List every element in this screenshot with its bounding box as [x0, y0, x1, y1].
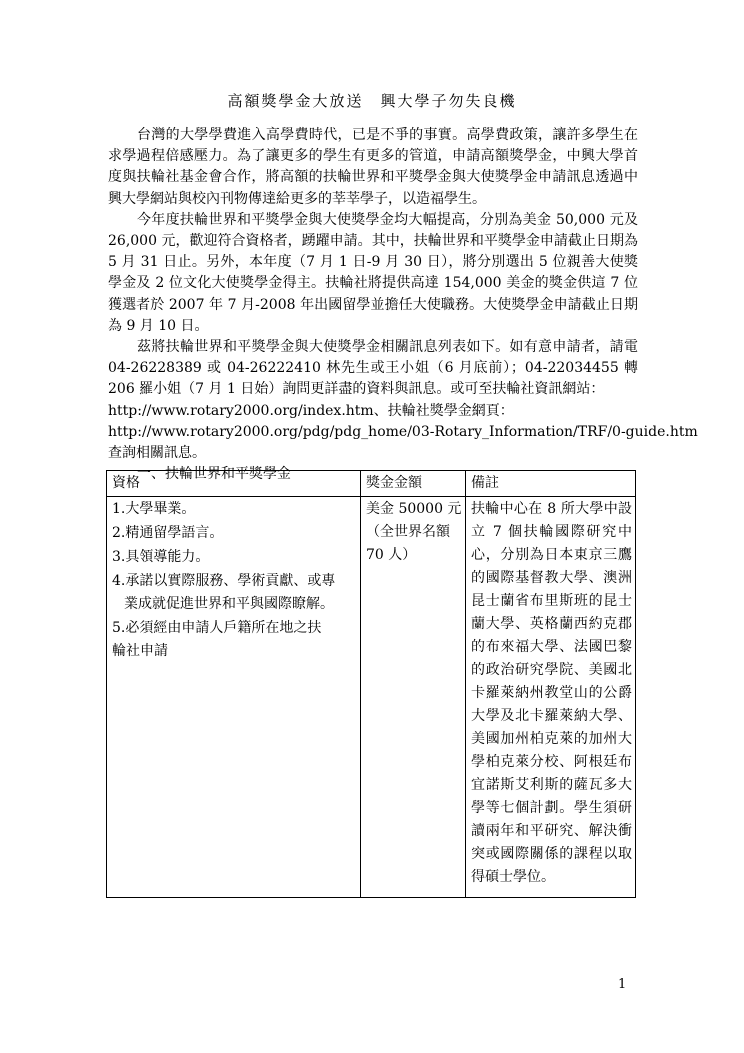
article-body	[108, 125, 698, 485]
header-notes: 備註	[466, 471, 636, 497]
paragraph-1: 台灣的大學學費進入高學費時代，已是不爭的事實。高學費政策，讓許多學生在求學過程倍感壓力。為了讓更多的學生有更多的管道，申請高額獎學金，中興大學首度與扶輪社基金會合作，將高額的扶輪世界和平獎學金與大使獎學金申請訊息透過中興大學網站與校內刊物傳達給更多的莘莘學子，以造福學生。	[108, 127, 638, 207]
link-line-1: http://www.rotary2000.org/index.htm、扶輪社獎學金網頁：	[108, 402, 514, 419]
qualification-text: 4.承諾以實際服務、學術貢獻、或專	[112, 573, 336, 589]
qualification-text: 2.精通留學語言。	[112, 525, 224, 541]
qualification-text: 1.大學畢業。	[112, 501, 196, 517]
qualification-item-4	[112, 570, 357, 616]
qualification-item-1	[112, 498, 357, 521]
qualification-text: 3.具領導能力。	[112, 549, 210, 565]
header-qualification: 資格	[107, 471, 361, 497]
header-amount: 獎金金額	[361, 471, 466, 497]
link-line-2: http://www.rotary2000.org/pdg/pdg_home/03-Rotary_Information/TRF/0-guide.htm	[108, 423, 698, 440]
page-number: 1	[618, 977, 627, 992]
link-line-3: 查詢相關訊息。	[108, 445, 206, 462]
qualification-text: 5.必須經由申請人戶籍所在地之扶	[112, 620, 322, 636]
table-header-row	[107, 471, 636, 497]
qualification-text-continued: 輪社申請	[112, 643, 168, 659]
qualification-item-3	[112, 546, 357, 569]
qualification-item-2	[112, 522, 357, 545]
qualification-text-continued: 業成就促進世界和平與國際瞭解。	[124, 596, 334, 612]
notes-cell: 扶輪中心在 8 所大學中設立 7 個扶輪國際研究中心，分別為日本東京三鷹的國際基督教大學、澳洲昆士蘭省布里斯班的昆士蘭大學、英格蘭西約克郡的布來福大學、法國巴黎的政治研究學院、美國北卡羅萊納州教堂山的公爵大學及北卡羅萊納大學、美國加州柏克萊的加州大學柏克萊分校、阿根廷布宜諾斯艾利斯的薩瓦多大學等七個計劃。學生須研讀兩年和平研究、解決衝突或國際關係的課程以取得碩士學位。	[466, 497, 636, 898]
scholarship-table	[106, 470, 636, 898]
section-heading: 一、扶輪世界和平獎學金	[137, 466, 291, 483]
paragraph-3: 茲將扶輪世界和平獎學金與大使獎學金相關訊息列表如下。如有意申請者，請電 04-26228389 或 04-26222410 林先生或王小姐（6 月底前）；04-22034455 轉 206 羅小姐（7 月 1 日始）詢問更詳盡的資料與訊息。或可至扶輪社資訊網站：	[108, 339, 638, 398]
qualification-cell	[107, 497, 361, 898]
amount-cell: 美金 50000 元（全世界名額 70 人）	[361, 497, 466, 898]
paragraph-2: 今年度扶輪世界和平獎學金與大使獎學金均大幅提高，分別為美金 50,000 元及 26,000 元，歡迎符合資格者，踴躍申請。其中，扶輪世界和平獎學金申請截止日期為 5 月 31 日止。另外，本年度（7 月 1 日-9 月 30 日），將分別選出 5 位親善大使獎學金及 2 位文化大使獎學金得主。扶輪社將提供高達 154,000 美金的獎金供這 7 位獲選者於 2007 年 7 月-2008 年出國留學並擔任大使職務。大使獎學金申請截止日期為 9 月 10 日。	[108, 211, 638, 334]
table-row	[107, 497, 636, 898]
qualification-item-5	[112, 617, 357, 663]
page-title: 高額獎學金大放送 興大學子勿失良機	[227, 92, 517, 110]
